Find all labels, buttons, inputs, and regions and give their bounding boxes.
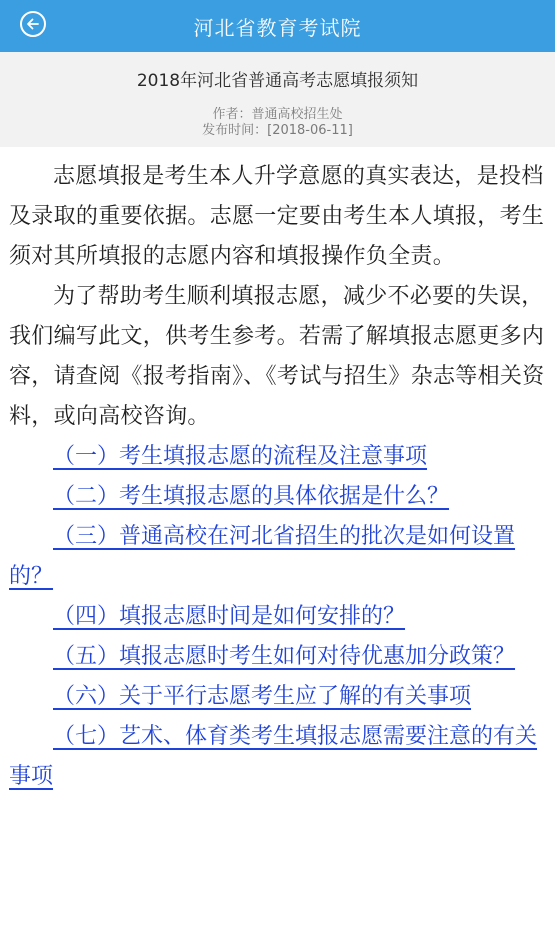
header-title: 河北省教育考试院 (193, 15, 362, 40)
toc-item (9, 517, 546, 597)
toc-link-4[interactable]: （四）填报志愿时间是如何安排的？ (53, 604, 406, 629)
toc-link-2[interactable]: （二）考生填报志愿的具体依据是什么？ (53, 484, 450, 509)
toc-link-7[interactable]: （七）艺术、体育类考生填报志愿需要注意的有关事项 (9, 724, 538, 789)
article-meta (0, 52, 555, 147)
article-author: 作者：普通高校招生处 (212, 107, 343, 122)
toc-item (9, 717, 546, 797)
back-arrow-circle-icon[interactable] (20, 11, 46, 37)
toc-item (9, 637, 546, 677)
toc-link-1[interactable]: （一）考生填报志愿的流程及注意事项 (53, 444, 428, 469)
toc-item (9, 677, 546, 717)
toc-item (9, 437, 546, 477)
app-header (0, 0, 555, 52)
body-paragraph: 为了帮助考生顺利填报志愿，减少不必要的失误，我们编写此文，供考生参考。若需了解填报志愿更多内容，请查阅《报考指南》、《考试与招生》杂志等相关资料，或向高校咨询。 (9, 284, 545, 429)
article-title: 2018年河北省普通高考志愿填报须知 (136, 71, 419, 91)
toc-item (9, 597, 546, 637)
toc-link-6[interactable]: （六）关于平行志愿考生应了解的有关事项 (53, 684, 472, 709)
article-publish-date: 发布时间：[2018-06-11] (202, 123, 353, 138)
toc-item (9, 477, 546, 517)
body-paragraph: 志愿填报是考生本人升学意愿的真实表达，是投档及录取的重要依据。志愿一定要由考生本人填报，考生须对其所填报的志愿内容和填报操作负全责。 (9, 164, 545, 269)
toc-link-3[interactable]: （三）普通高校在河北省招生的批次是如何设置的？ (9, 524, 516, 589)
article-body (0, 147, 555, 797)
toc-link-5[interactable]: （五）填报志愿时考生如何对待优惠加分政策？ (53, 644, 516, 669)
